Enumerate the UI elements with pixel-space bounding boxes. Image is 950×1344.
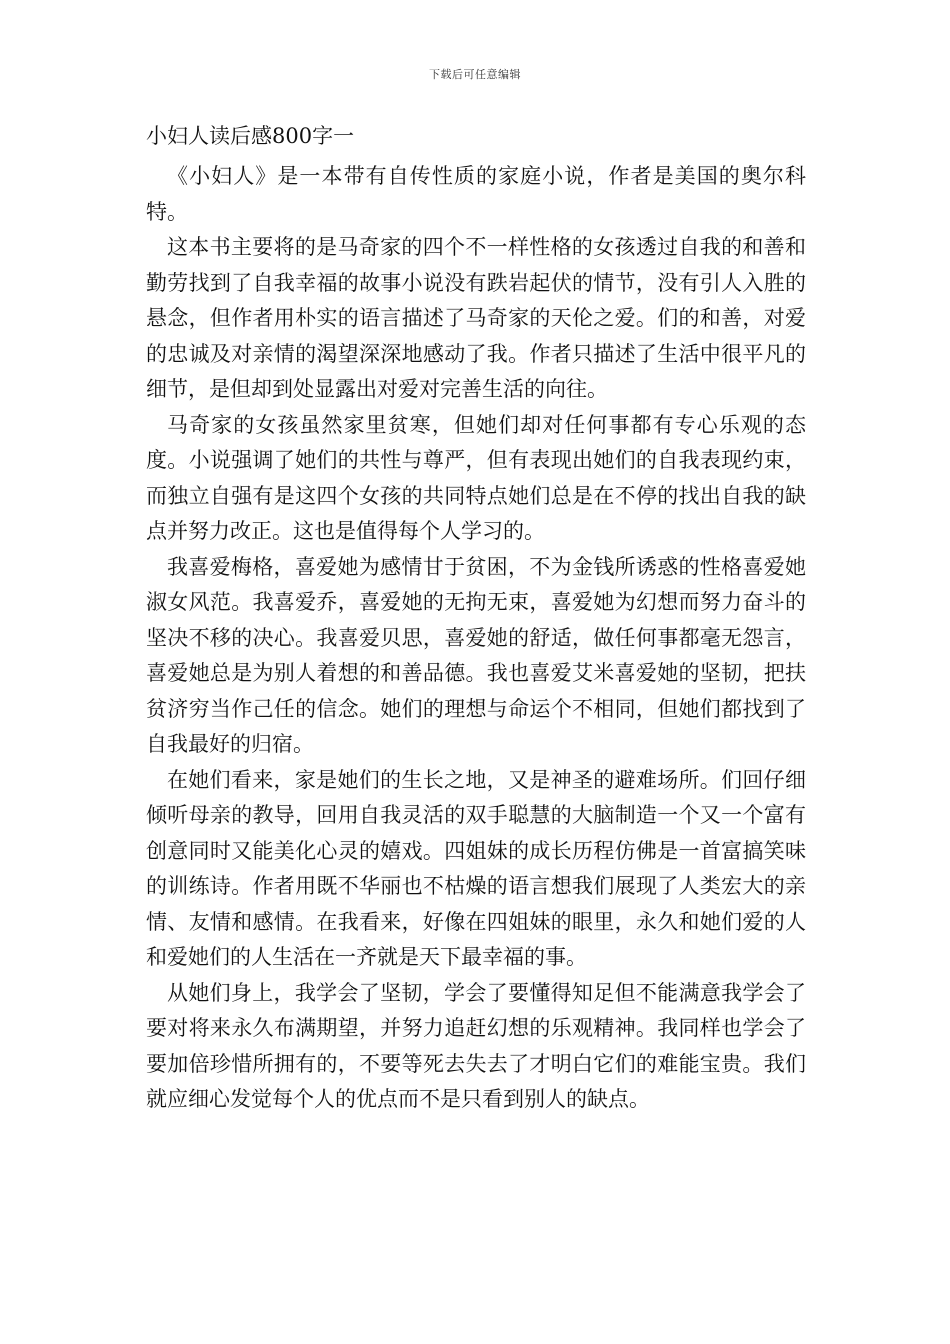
page-header: 下载后可任意编辑	[429, 68, 521, 81]
essay-body	[146, 159, 806, 1118]
paragraph-3: 马奇家的女孩虽然家里贫寒，但她们却对任何事都有专心乐观的态度。小说强调了她们的共性与尊严，但有表现出她们的自我表现约束，而独立自强有是这四个女孩的共同特点她们总是在不停的找出自我的缺点并努力改正。这也是值得每个人学习的。	[146, 412, 806, 543]
paragraph-1: 《小妇人》是一本带有自传性质的家庭小说，作者是美国的奥尔科特。	[146, 164, 806, 224]
paragraph-4: 我喜爱梅格，喜爱她为感情甘于贫困，不为金钱所诱惑的性格喜爱她淑女风范。我喜爱乔，喜爱她的无拘无束，喜爱她为幻想而努力奋斗的坚决不移的决心。我喜爱贝思，喜爱她的舒适，做任何事都毫无怨言，喜爱她总是为别人着想的和善品德。我也喜爱艾米喜爱她的坚韧，把扶贫济穷当作己任的信念。她们的理想与命运个不相同，但她们都找到了自我最好的归宿。	[146, 554, 806, 756]
essay-title: 小妇人读后感800字一	[146, 124, 355, 148]
paragraph-5: 在她们看来，家是她们的生长之地，又是神圣的避难场所。们回仔细倾听母亲的教导，回用自我灵活的双手聪慧的大脑制造一个又一个富有创意同时又能美化心灵的嬉戏。四姐妹的成长历程仿佛是一首富搞笑味的训练诗。作者用既不华丽也不枯燥的语言想我们展现了人类宏大的亲情、友情和感情。在我看来，好像在四姐妹的眼里，永久和她们爱的人和爱她们的人生活在一齐就是天下最幸福的事。	[146, 767, 806, 969]
paragraph-6: 从她们身上，我学会了坚韧，学会了要懂得知足但不能满意我学会了要对将来永久布满期望，并努力追赶幻想的乐观精神。我同样也学会了要加倍珍惜所拥有的，不要等死去失去了才明白它们的难能宝贵。我们就应细心发觉每个人的优点而不是只看到别人的缺点。	[146, 980, 806, 1111]
paragraph-2: 这本书主要将的是马奇家的四个不一样性格的女孩透过自我的和善和勤劳找到了自我幸福的故事小说没有跌岩起伏的情节，没有引人入胜的悬念，但作者用朴实的语言描述了马奇家的天伦之爱。们的和善，对爱的忠诚及对亲情的渴望深深地感动了我。作者只描述了生活中很平凡的细节，是但却到处显露出对爱对完善生活的向往。	[146, 235, 806, 401]
